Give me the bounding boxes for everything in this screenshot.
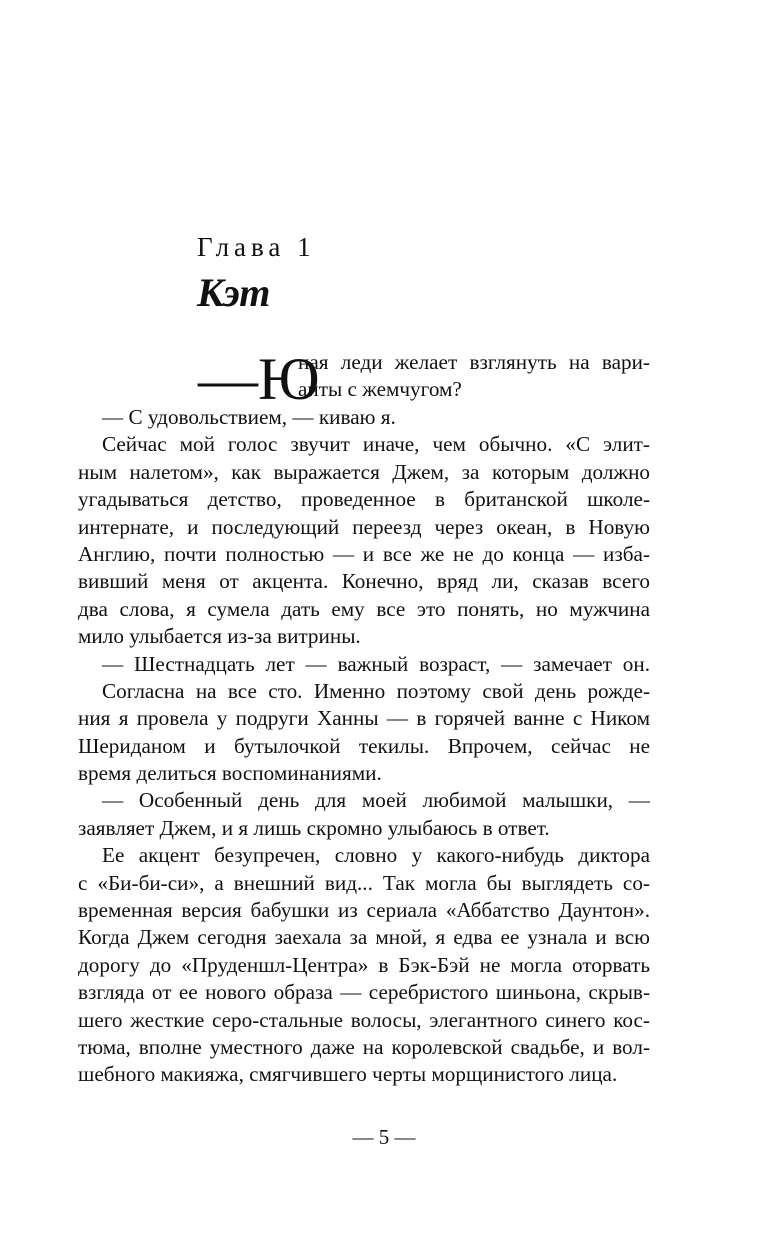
text-line: Согласна на все сто. Именно поэтому свой день рожде- [102,678,650,703]
text-line: шего жесткие серо-стальные волосы, элегантного синего кос- [78,1007,650,1032]
text-line: шебного макияжа, смягчившего черты морщинистого лица. [78,1062,618,1087]
text-line: анты с жемчугом? [298,377,462,402]
text-line: дорогу до «Пруденшл-Центра» в Бэк-Бэй не могла оторвать [78,952,650,977]
chapter-label: Глава 1 [197,232,316,262]
text-line: Ее акцент безупречен, словно у какого-нибудь диктора [102,843,650,868]
drop-cap: —Ю [198,346,320,412]
text-line: два слова, я сумела дать ему все это понять, но мужчина [78,596,650,621]
text-line: с «Би-би-си», а внешний вид... Так могла бы выглядеть со- [78,870,650,895]
text-line: тюма, вполне уместного даже на королевской свадьбе, и вол- [78,1034,650,1059]
text-line: — Особенный день для моей любимой малышки, — [102,788,650,813]
text-line: вивший меня от акцента. Конечно, вряд ли, сказав всего [78,569,650,594]
text-line: Сейчас мой голос звучит иначе, чем обычно. «С элит- [102,432,650,457]
text-line: угадываться детство, проведенное в британской школе- [78,487,650,512]
text-line: взгляда от ее нового образа — серебристого шиньона, скрыв- [78,980,650,1005]
text-line: ным налетом», как выражается Джем, за которым должно [78,459,650,484]
text-line: ния я провела у подруги Ханны — в горячей ванне с Ником [78,706,650,731]
text-line: заявляет Джем, и я лишь скромно улыбаюсь в ответ. [78,815,550,840]
text-line: Шериданом и бутылочкой текилы. Впрочем, сейчас не [78,733,650,758]
text-line: — С удовольствием, — киваю я. [102,405,396,429]
body-text [78,404,650,1089]
text-line: временная версия бабушки из сериала «Аббатство Даунтон». [78,898,650,923]
text-line: время делиться воспоминаниями. [78,761,382,786]
text-line: Англию, почти полностью — и все же не до конца — изба- [78,541,650,566]
chapter-title: Кэт [197,270,271,315]
text-line: ная леди желает взглянуть на вари- [298,350,650,374]
text-line: Когда Джем сегодня заехала за мной, я едва ее узнала и всю [78,925,650,950]
page-number: — 5 — [352,1125,416,1149]
text-line: интернате, и последующий переезд через океан, в Новую [78,514,650,539]
text-line: мило улыбается из-за витрины. [78,624,361,649]
text-line: — Шестнадцать лет — важный возраст, — замечает он. [102,651,650,676]
